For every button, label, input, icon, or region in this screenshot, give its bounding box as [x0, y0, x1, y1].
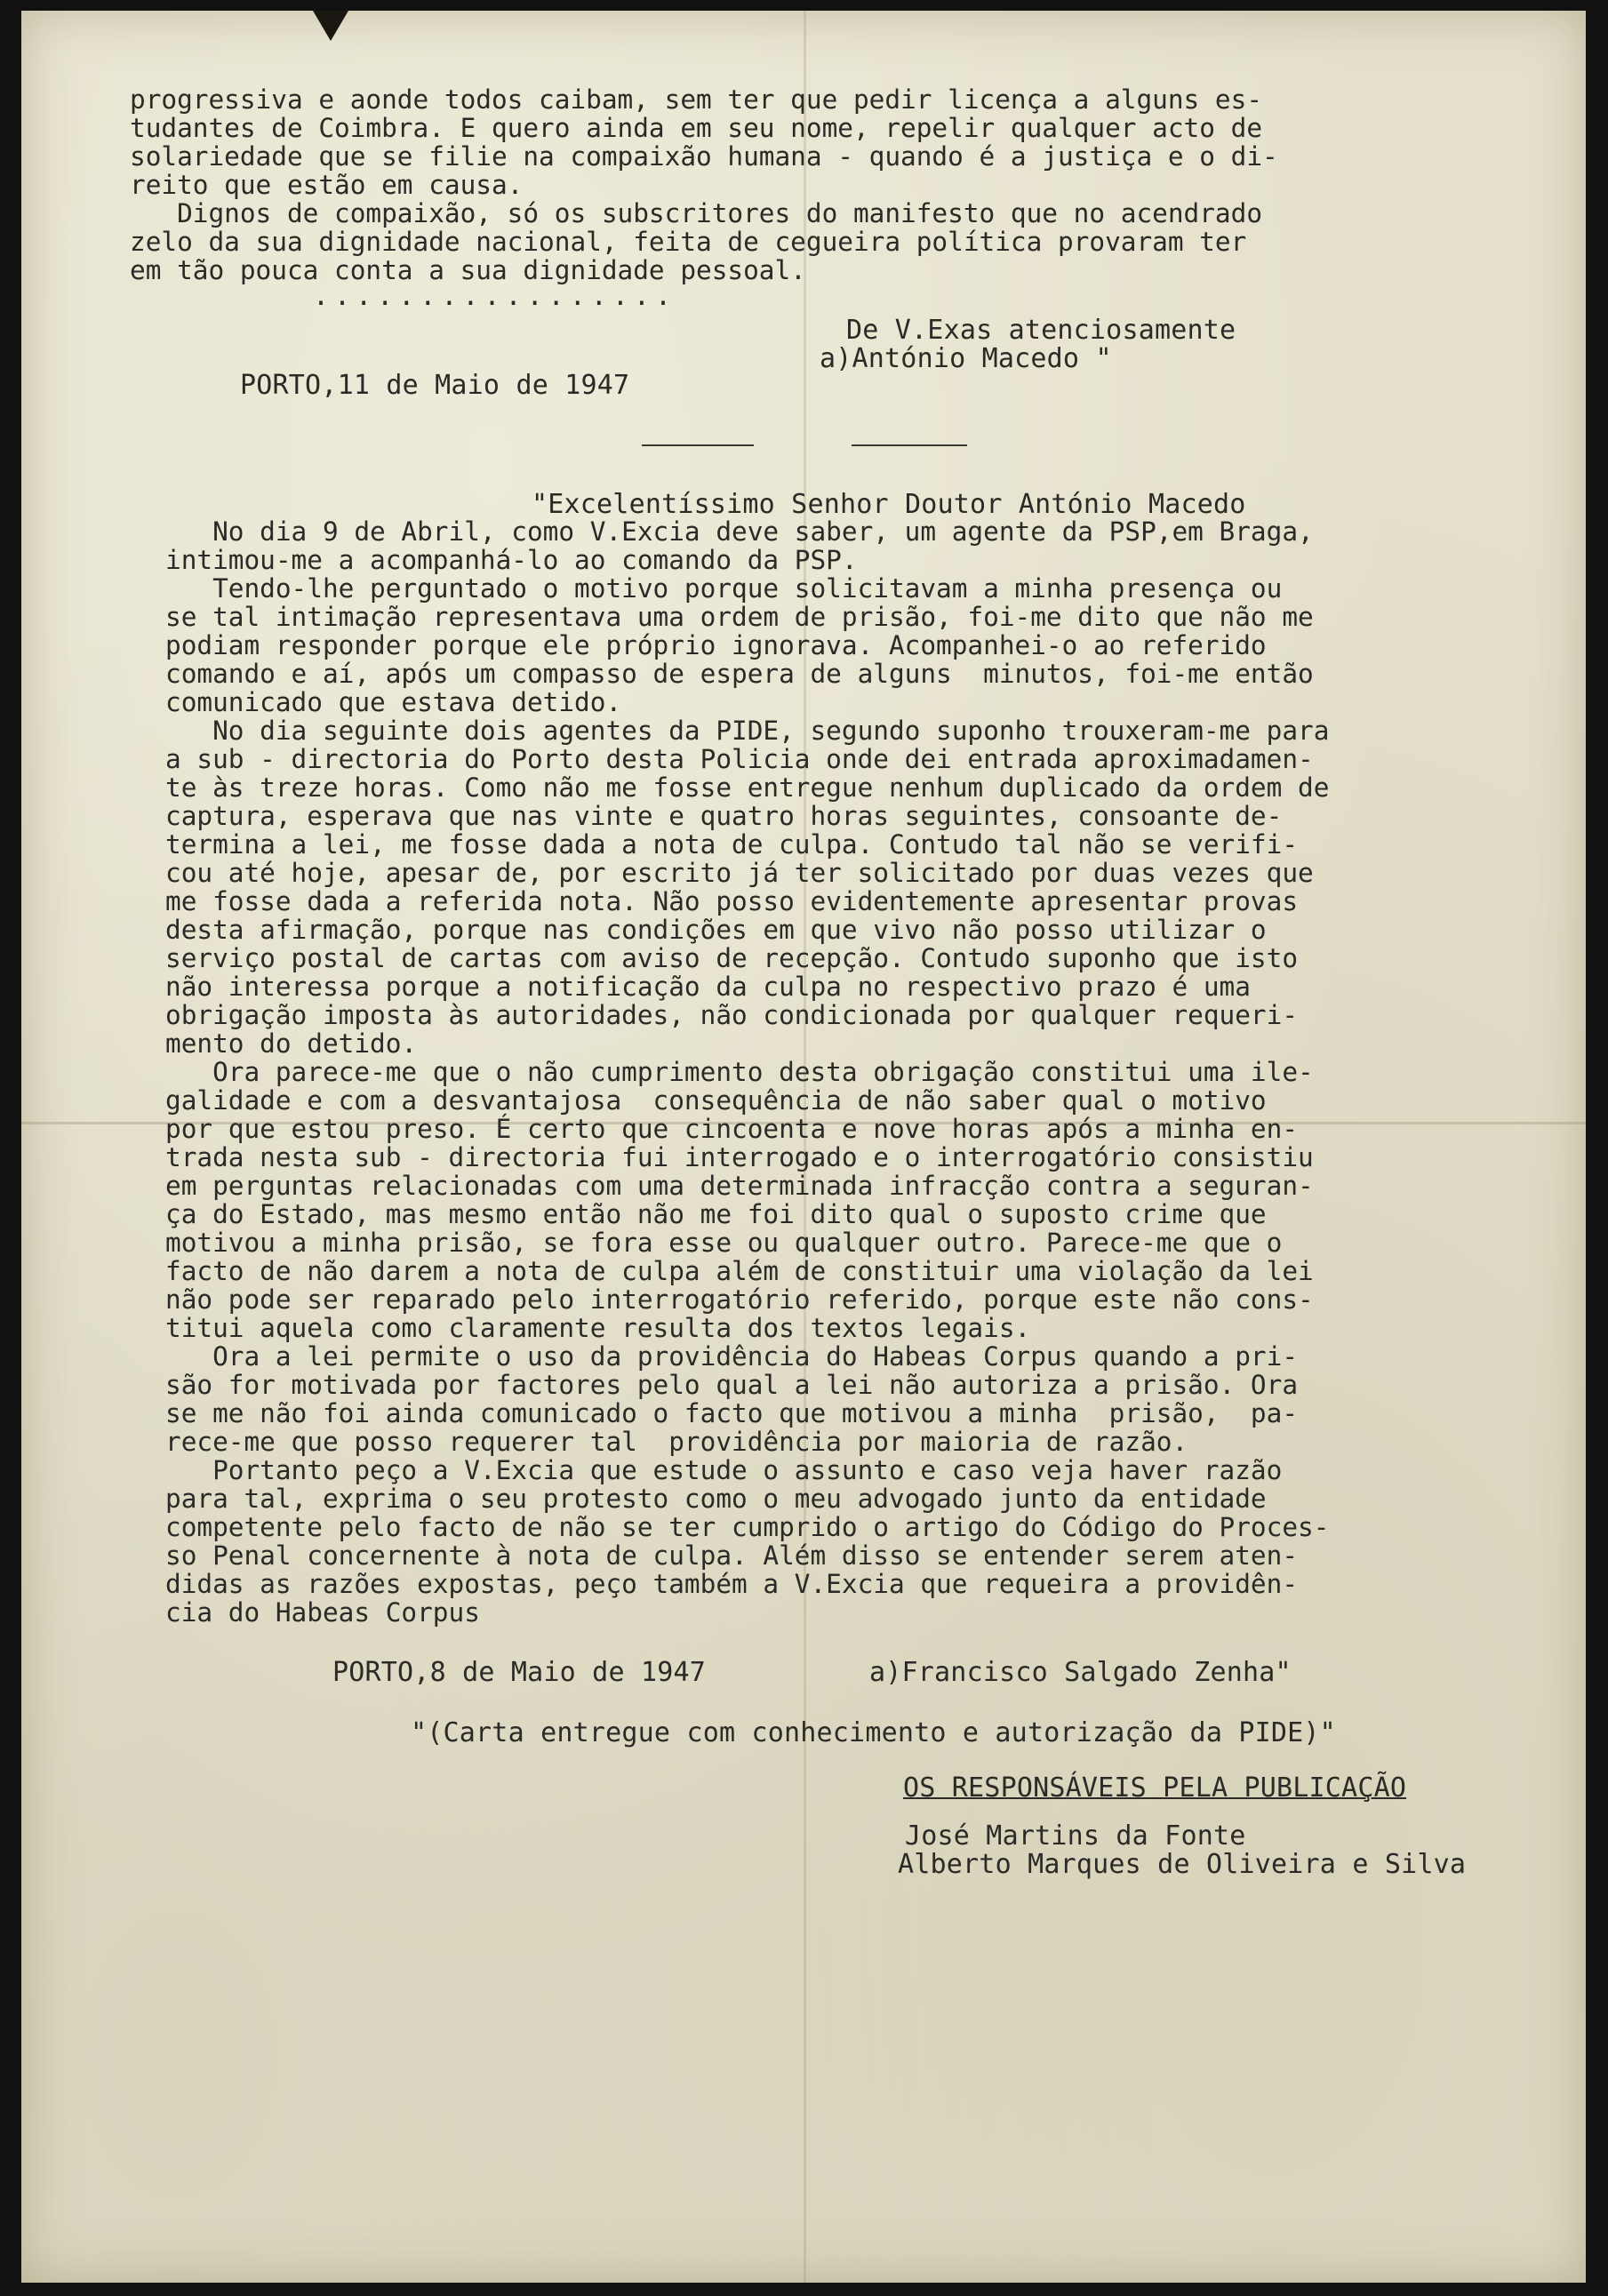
responsibles-heading: OS RESPONSÁVEIS PELA PUBLICAÇÃO	[903, 1772, 1407, 1804]
text-line: por que estou preso. É certo que cincoenta e nove horas após a minha en-	[165, 1114, 1299, 1144]
text-line: facto de não darem a nota de culpa além de constituir uma violação da lei	[165, 1256, 1314, 1286]
text-line: reito que estão em causa.	[130, 170, 524, 200]
authorization-note: "(Carta entregue com conhecimento e autorização da PIDE)"	[411, 1717, 1336, 1748]
text-line: Portanto peço a V.Excia que estude o assunto e caso veja haver razão	[165, 1455, 1283, 1485]
torn-notch	[313, 11, 348, 41]
text-line: a sub - directoria do Porto desta Policia onde dei entrada aproximadamen-	[165, 744, 1314, 774]
text-line: comando e aí, após um compasso de espera de alguns minutos, foi-me então	[165, 659, 1314, 689]
first-letter-place-date: PORTO,11 de Maio de 1947	[240, 370, 630, 401]
text-line: para tal, exprima o seu protesto como o meu advogado junto da entidade	[165, 1484, 1267, 1514]
first-letter-closing: De V.Exas atenciosamente	[846, 315, 1236, 346]
text-line: solariedade que se filie na compaixão humana - quando é a justiça e o di-	[130, 141, 1278, 172]
text-line: não interessa porque a notificação da culpa no respectivo prazo é uma	[165, 972, 1251, 1002]
text-line: serviço postal de cartas com aviso de recepção. Contudo suponho que isto	[165, 943, 1299, 973]
text-line: em perguntas relacionadas com uma determinada infracção contra a seguran-	[165, 1171, 1314, 1201]
text-line: so Penal concernente à nota de culpa. Além disso se entender serem aten-	[165, 1540, 1299, 1571]
text-line: zelo da sua dignidade nacional, feita de cegueira política provaram ter	[130, 227, 1247, 257]
text-line: cou até hoje, apesar de, por escrito já ter solicitado por duas vezes que	[165, 858, 1314, 888]
text-line: No dia seguinte dois agentes da PIDE, segundo suponho trouxeram-me para	[165, 716, 1330, 746]
text-line: desta afirmação, porque nas condições em que vivo não posso utilizar o	[165, 915, 1267, 945]
text-line: Ora a lei permite o uso da providência do Habeas Corpus quando a pri-	[165, 1341, 1299, 1372]
text-line: em tão pouca conta a sua dignidade pessoal.	[130, 255, 806, 285]
separator-dash-left	[642, 444, 754, 446]
text-line: titui aquela como claramente resulta dos textos legais.	[165, 1313, 1031, 1343]
first-letter-signature: a)António Macedo "	[820, 343, 1112, 374]
text-line: comunicado que estava detido.	[165, 687, 622, 717]
responsible-name: José Martins da Fonte	[905, 1820, 1246, 1852]
text-line: motivou a minha prisão, se fora esse ou qualquer outro. Parece-me que o	[165, 1228, 1283, 1258]
responsible-name: Alberto Marques de Oliveira e Silva	[898, 1849, 1467, 1880]
text-line: didas as razões expostas, peço também a V.Excia que requeira a providên-	[165, 1569, 1299, 1599]
text-line: me fosse dada a referida nota. Não posso evidentemente apresentar provas	[165, 886, 1299, 916]
second-letter-place-date: PORTO,8 de Maio de 1947	[332, 1657, 707, 1688]
text-line: mento do detido.	[165, 1028, 418, 1059]
text-line: trada nesta sub - directoria fui interrogado e o interrogatório consistiu	[165, 1142, 1314, 1172]
text-line: competente pelo facto de não se ter cumprido o artigo do Código do Proces-	[165, 1512, 1330, 1542]
text-line: progressiva e aonde todos caibam, sem ter que pedir licença a alguns es-	[130, 84, 1263, 115]
text-line: No dia 9 de Abril, como V.Excia deve saber, um agente da PSP,em Braga,	[165, 516, 1314, 547]
text-line: intimou-me a acompanhá-lo ao comando da PSP.	[165, 545, 858, 575]
text-line: não pode ser reparado pelo interrogatório referido, porque este não cons-	[165, 1284, 1314, 1315]
text-line: Tendo-lhe perguntado o motivo porque solicitavam a minha presença ou	[165, 573, 1283, 604]
text-line: galidade e com a desvantajosa consequência de não saber qual o motivo	[165, 1085, 1267, 1116]
text-line: Dignos de compaixão, só os subscritores do manifesto que no acendrado	[130, 198, 1263, 228]
text-line: termina a lei, me fosse dada a nota de culpa. Contudo tal não se verifi-	[165, 829, 1299, 860]
dotted-separator: .................	[313, 281, 677, 312]
second-letter-body	[165, 517, 1329, 1627]
text-line: podiam responder porque ele próprio ignorava. Acompanhei-o ao referido	[165, 630, 1267, 660]
text-line: se me não foi ainda comunicado o facto que motivou a minha prisão, pa-	[165, 1398, 1299, 1428]
text-line: ça do Estado, mas mesmo então não me foi dito qual o suposto crime que	[165, 1199, 1267, 1229]
text-line: são for motivada por factores pelo qual a lei não autoriza a prisão. Ora	[165, 1370, 1299, 1400]
text-line: rece-me que posso requerer tal providência por maioria de razão.	[165, 1427, 1188, 1457]
text-line: tudantes de Coimbra. E quero ainda em seu nome, repelir qualquer acto de	[130, 113, 1263, 143]
text-line: cia do Habeas Corpus	[165, 1597, 480, 1628]
separator-dash-right	[852, 444, 967, 446]
text-line: Ora parece-me que o não cumprimento desta obrigação constitui uma ile-	[165, 1057, 1314, 1087]
text-line: obrigação imposta às autoridades, não condicionada por qualquer requeri-	[165, 1000, 1299, 1030]
second-letter-salutation: "Excelentíssimo Senhor Doutor António Macedo	[532, 489, 1246, 520]
text-line: captura, esperava que nas vinte e quatro horas seguintes, consoante de-	[165, 801, 1283, 831]
text-line: se tal intimação representava uma ordem de prisão, foi-me dito que não me	[165, 602, 1314, 632]
text-line: te às treze horas. Como não me fosse entregue nenhum duplicado da ordem de	[165, 772, 1330, 803]
opening-paragraph	[130, 85, 1278, 284]
second-letter-signature: a)Francisco Salgado Zenha"	[869, 1657, 1292, 1688]
